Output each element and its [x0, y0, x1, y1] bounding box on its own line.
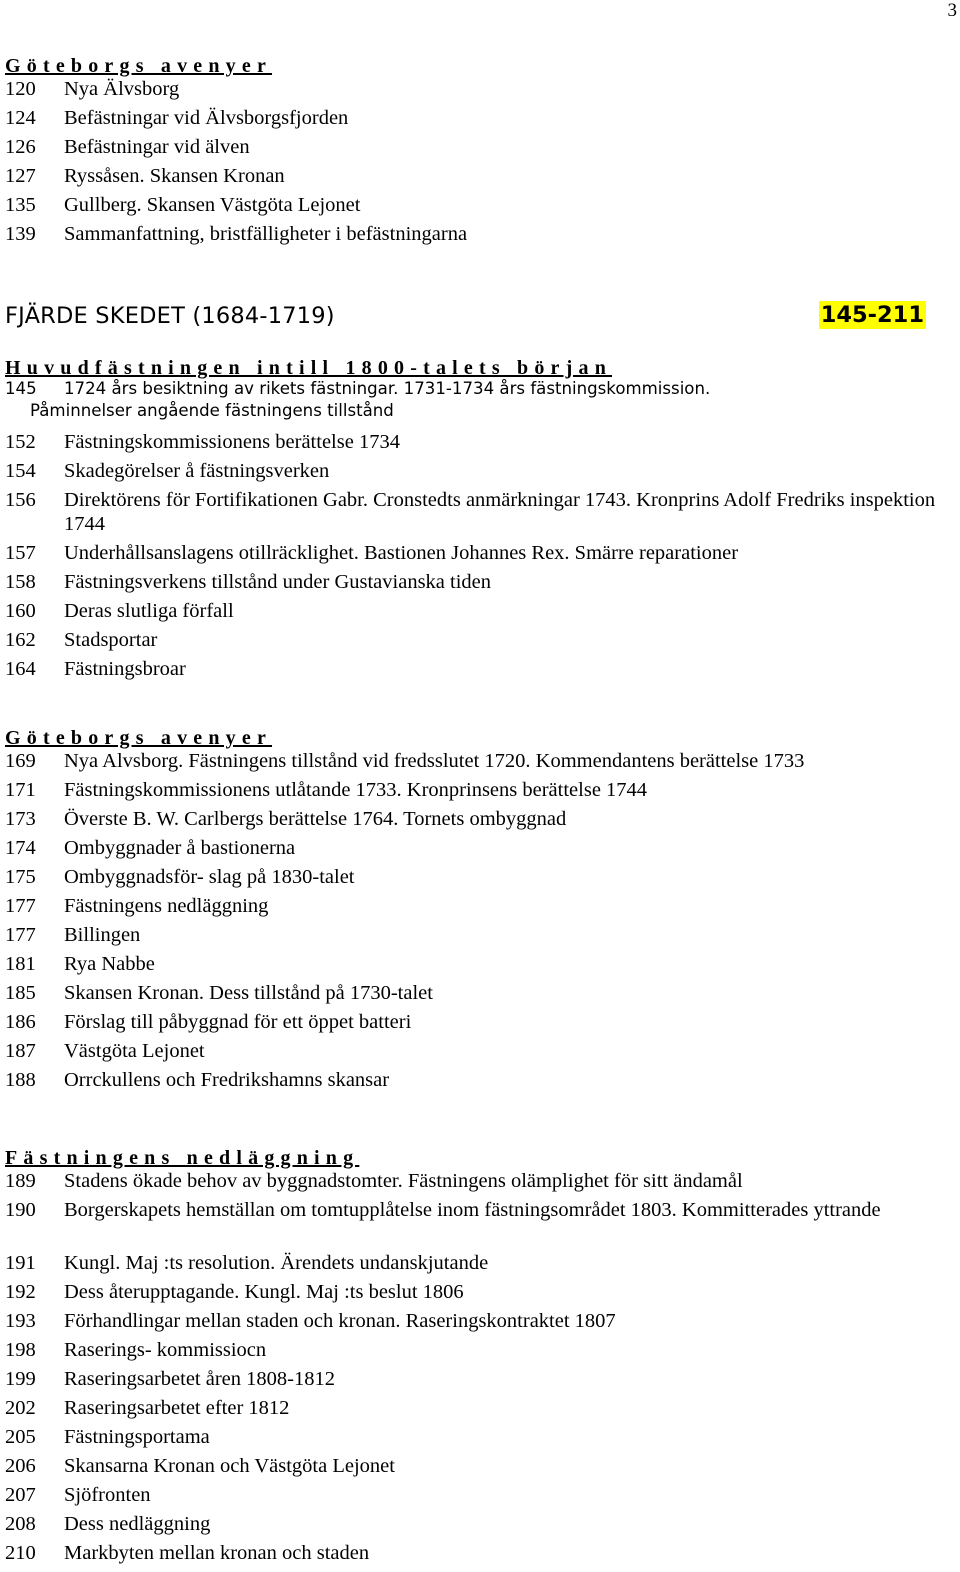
toc-entry: [5, 657, 955, 686]
entry-title: Fästningsportama: [64, 1426, 210, 1448]
page-ref: 175: [5, 866, 36, 888]
page-ref: 158: [5, 571, 36, 593]
entry-title: Västgöta Lejonet: [64, 1040, 205, 1062]
toc-entry: [5, 1251, 955, 1280]
page-ref: 173: [5, 808, 36, 830]
page-ref: 145: [5, 379, 37, 398]
toc-entry: [5, 135, 955, 164]
page-ref: 208: [5, 1513, 36, 1535]
entry-title: Borgerskapets hemställan om tomtupplåtelse inom fästningsområdet 1803. Kommitterades yttrande: [64, 1199, 881, 1221]
entry-title: Kungl. Maj :ts resolution. Ärendets undanskjutande: [64, 1252, 489, 1274]
entry-title: Raseringsarbetet efter 1812: [64, 1397, 290, 1419]
page-ref: 162: [5, 629, 36, 651]
page-ref: 156: [5, 489, 36, 511]
toc-entry: [5, 488, 955, 541]
page-ref: 169: [5, 750, 36, 772]
toc-entry: [5, 1512, 955, 1541]
toc-entry: [5, 77, 955, 106]
section-heading-fastningens-nedlaggning: Fästningens nedläggning: [5, 1147, 360, 1169]
entry-title: Deras slutliga förfall: [64, 600, 234, 622]
page-ref: 206: [5, 1455, 36, 1477]
entry-title: Skansen Kronan. Dess tillstånd på 1730-talet: [64, 982, 433, 1004]
toc-entry: [5, 222, 955, 251]
entry-title: Dess återupptagande. Kungl. Maj :ts beslut 1806: [64, 1281, 464, 1303]
page-ref: 205: [5, 1426, 36, 1448]
toc-entry: [5, 1280, 955, 1309]
page-ref: 202: [5, 1397, 36, 1419]
entry-title: Förslag till påbyggnad för ett öppet batteri: [64, 1011, 412, 1033]
page-number: 3: [947, 0, 957, 21]
toc-entry: [5, 1169, 955, 1198]
entry-title: Fästningsverkens tillstånd under Gustavianska tiden: [64, 571, 492, 593]
entry-title: Rya Nabbe: [64, 953, 155, 975]
toc-entry: [5, 1425, 955, 1454]
toc-entry: [5, 1367, 955, 1396]
page-ref: 185: [5, 982, 36, 1004]
page-ref: 192: [5, 1281, 36, 1303]
entry-title: Förhandlingar mellan staden och kronan. Raseringskontraktet 1807: [64, 1310, 616, 1332]
entry-title: Fästningsbroar: [64, 658, 186, 680]
page-ref: 120: [5, 78, 36, 100]
page-ref: 152: [5, 431, 36, 453]
toc-entry: [5, 894, 955, 923]
page-ref: 199: [5, 1368, 36, 1390]
toc-entry: [5, 807, 955, 836]
entry-title: Fästningens nedläggning: [64, 895, 269, 917]
page-ref: 190: [5, 1199, 36, 1221]
toc-entry: [5, 952, 955, 981]
entry-title: Orrckullens och Fredrikshamns skansar: [64, 1069, 390, 1091]
page-ref: 187: [5, 1040, 36, 1062]
page-ref: 186: [5, 1011, 36, 1033]
part-title: FJÄRDE SKEDET (1684-1719): [5, 303, 335, 329]
toc-list-section3: [5, 749, 955, 1097]
page-ref: 124: [5, 107, 36, 129]
page-ref: 191: [5, 1252, 36, 1274]
page-ref: 135: [5, 194, 36, 216]
toc-entry: [5, 1541, 955, 1570]
toc-entry: [5, 459, 955, 488]
page-ref: 127: [5, 165, 36, 187]
toc-entry: [5, 865, 955, 894]
entry-title: Nya Alvsborg. Fästningens tillstånd vid fredsslutet 1720. Kommendantens berättelse 1733: [64, 750, 805, 772]
toc-entry: [5, 378, 955, 430]
entry-title-line2: Påminnelser angående fästningens tillstånd: [30, 401, 394, 420]
entry-title: Fästningskommissionens berättelse 1734: [64, 431, 400, 453]
entry-title: Skansarna Kronan och Västgöta Lejonet: [64, 1455, 395, 1477]
page-ref: 164: [5, 658, 36, 680]
toc-list-section4: [5, 1169, 955, 1570]
page-ref: 157: [5, 542, 36, 564]
toc-entry: [5, 1198, 955, 1251]
page-ref: 177: [5, 924, 36, 946]
entry-title: Direktörens för Fortifikationen Gabr. Cronstedts anmärkningar 1743. Kronprins Adolf Fredriks inspektion 1744: [64, 489, 936, 535]
toc-entry: [5, 430, 955, 459]
page-ref: 171: [5, 779, 36, 801]
page-ref: 188: [5, 1069, 36, 1091]
entry-title: [30, 378, 955, 430]
toc-list-section2: [5, 378, 955, 686]
toc-entry: [5, 541, 955, 570]
toc-entry: [5, 1396, 955, 1425]
entry-title: Underhållsanslagens otillräcklighet. Bastionen Johannes Rex. Smärre reparationer: [64, 542, 739, 564]
toc-entry: [5, 193, 955, 222]
toc-entry: [5, 749, 955, 778]
entry-title: Befästningar vid älven: [64, 136, 250, 158]
section-heading-huvudfastningen: Huvudfästningen intill 1800-talets början: [5, 357, 613, 379]
toc-entry: [5, 981, 955, 1010]
entry-title: Raserings- kommissiocn: [64, 1339, 267, 1361]
toc-entry: [5, 106, 955, 135]
entry-title: Överste B. W. Carlbergs berättelse 1764. Tornets ombyggnad: [64, 808, 567, 830]
entry-title: Sjöfronten: [64, 1484, 151, 1506]
entry-title: Markbyten mellan kronan och staden: [64, 1542, 370, 1564]
page-ref: 198: [5, 1339, 36, 1361]
page-ref: 210: [5, 1542, 36, 1564]
entry-title: Sammanfattning, bristfälligheter i befästningarna: [64, 223, 468, 245]
page-ref: 174: [5, 837, 36, 859]
toc-entry: [5, 1039, 955, 1068]
toc-entry: [5, 570, 955, 599]
toc-entry: [5, 599, 955, 628]
toc-entry: [5, 164, 955, 193]
page-ref: 193: [5, 1310, 36, 1332]
section-heading-goteborgs-avenyer-2: Göteborgs avenyer: [5, 727, 273, 749]
toc-entry: [5, 1483, 955, 1512]
toc-entry: [5, 628, 955, 657]
part-page-range: 145-211: [820, 302, 924, 328]
toc-entry: [5, 923, 955, 952]
entry-title: Skadegörelser å fästningsverken: [64, 460, 330, 482]
entry-title: Nya Älvsborg: [64, 78, 180, 100]
entry-title: Ombyggnadsför- slag på 1830-talet: [64, 866, 355, 888]
entry-title: Raseringsarbetet åren 1808-1812: [64, 1368, 335, 1390]
page-ref: 126: [5, 136, 36, 158]
toc-entry: [5, 1010, 955, 1039]
entry-title: Fästningskommissionens utlåtande 1733. Kronprinsens berättelse 1744: [64, 779, 648, 801]
entry-title: Ryssåsen. Skansen Kronan: [64, 165, 285, 187]
entry-title: Gullberg. Skansen Västgöta Lejonet: [64, 194, 361, 216]
page-ref: 181: [5, 953, 36, 975]
page-ref: 154: [5, 460, 36, 482]
section-heading-goteborgs-avenyer: Göteborgs avenyer: [5, 55, 273, 77]
toc-entry: [5, 1454, 955, 1483]
page-ref: 189: [5, 1170, 36, 1192]
entry-title-line1: 1724 års besiktning av rikets fästningar. 1731-1734 års fästningskommission.: [64, 379, 711, 398]
page-ref: 139: [5, 223, 36, 245]
entry-title: Ombyggnader å bastionerna: [64, 837, 296, 859]
entry-title: Befästningar vid Älvsborgsfjorden: [64, 107, 349, 129]
entry-title: Dess nedläggning: [64, 1513, 211, 1535]
page-ref: 207: [5, 1484, 36, 1506]
toc-entry: [5, 836, 955, 865]
toc-entry: [5, 778, 955, 807]
toc-entry: [5, 1309, 955, 1338]
page-ref: 177: [5, 895, 36, 917]
toc-entry: [5, 1068, 955, 1097]
entry-title: Billingen: [64, 924, 141, 946]
entry-title: Stadens ökade behov av byggnadstomter. Fästningens olämplighet för sitt ändamål: [64, 1170, 743, 1192]
toc-entry: [5, 1338, 955, 1367]
page-ref: 160: [5, 600, 36, 622]
entry-title: Stadsportar: [64, 629, 158, 651]
toc-list-section1: [5, 77, 955, 251]
